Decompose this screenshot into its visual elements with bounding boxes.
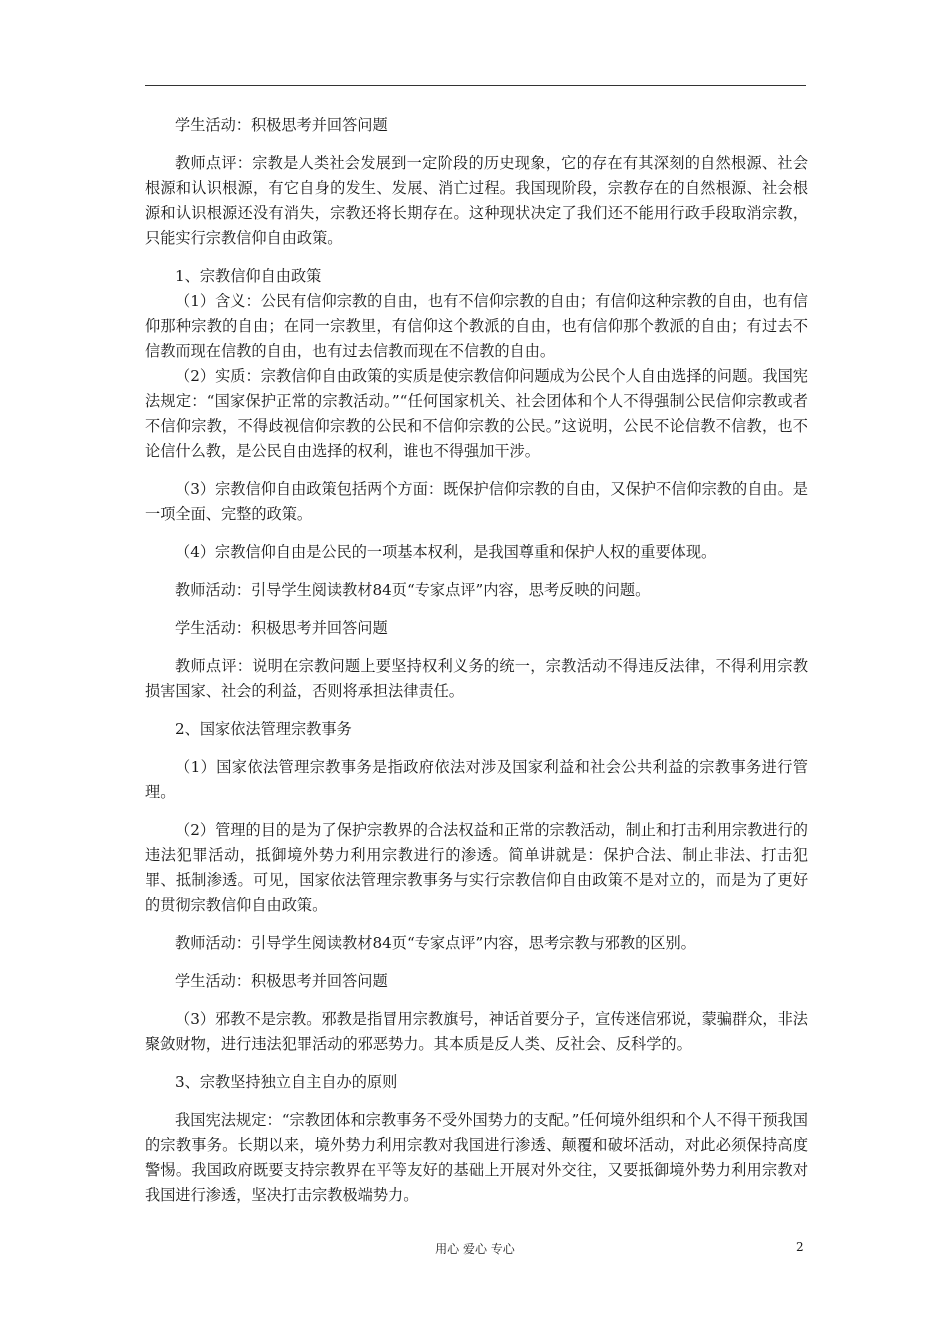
header-rule	[145, 85, 806, 86]
section-heading-2: 2、国家依法管理宗教事务	[175, 720, 352, 738]
paragraph-item-4: （4）宗教信仰自由是公民的一项基本权利，是我国尊重和保护人权的重要体现。	[175, 543, 717, 561]
paragraph-item-3: （3）宗教信仰自由政策包括两个方面：既保护信仰宗教的自由，又保护不信仰宗教的自由。是一项全面、完整的政策。	[145, 480, 808, 523]
paragraph-teacher-comment: 教师点评：宗教是人类社会发展到一定阶段的历史现象，它的存在有其深刻的自然根源、社会根源和认识根源，有它自身的发生、发展、消亡过程。我国现阶段，宗教存在的自然根源、社会根源和认识根源还没有消失，宗教还将长期存在。这种现状决定了我们还不能用行政手段取消宗教，只能实行宗教信仰自由政策。	[145, 154, 808, 247]
paragraph-student-activity: 学生活动：积极思考并回答问题	[175, 972, 388, 990]
section-heading-1: 1、宗教信仰自由政策	[175, 267, 322, 285]
paragraph-item-1: （1）含义：公民有信仰宗教的自由，也有不信仰宗教的自由；有信仰这种宗教的自由，也有信仰那种宗教的自由；在同一宗教里，有信仰这个教派的自由，也有信仰那个教派的自由；有过去不信教而现在信教的自由，也有过去信教而现在不信教的自由。	[145, 292, 808, 360]
paragraph-constitution: 我国宪法规定：“宗教团体和宗教事务不受外国势力的支配。”任何境外组织和个人不得干预我国的宗教事务。长期以来，境外势力利用宗教对我国进行渗透、颠覆和破坏活动，对此必须保持高度警惕。我国政府既要支持宗教界在平等友好的基础上开展对外交往，又要抵御境外势力利用宗教对我国进行渗透，坚决打击宗教极端势力。	[145, 1111, 808, 1204]
paragraph-student-activity: 学生活动：积极思考并回答问题	[175, 619, 388, 637]
section-heading-3: 3、宗教坚持独立自主自办的原则	[175, 1073, 398, 1091]
paragraph-item-2: （2）管理的目的是为了保护宗教界的合法权益和正常的宗教活动，制止和打击利用宗教进行的违法犯罪活动，抵御境外势力利用宗教进行的渗透。简单讲就是：保护合法、制止非法、打击犯罪、抵制渗透。可见，国家依法管理宗教事务与实行宗教信仰自由政策不是对立的，而是为了更好的贯彻宗教信仰自由政策。	[145, 821, 808, 914]
paragraph-item-3: （3）邪教不是宗教。邪教是指冒用宗教旗号，神话首要分子，宣传迷信邪说，蒙骗群众，非法聚敛财物，进行违法犯罪活动的邪恶势力。其本质是反人类、反社会、反科学的。	[145, 1010, 808, 1053]
document-body	[145, 113, 808, 1208]
paragraph-item-2: （2）实质：宗教信仰自由政策的实质是使宗教信仰问题成为公民个人自由选择的问题。我国宪法规定：“国家保护正常的宗教活动。”“任何国家机关、社会团体和个人不得强制公民信仰宗教或者不信仰宗教，不得歧视信仰宗教的公民和不信仰宗教的公民。”这说明，公民不论信教不信教，也不论信什么教，是公民自由选择的权利，谁也不得强加干涉。	[145, 367, 808, 460]
paragraph-teacher-activity: 教师活动：引导学生阅读教材84页“专家点评”内容，思考宗教与邪教的区别。	[175, 934, 696, 952]
paragraph-student-activity: 学生活动：积极思考并回答问题	[175, 116, 388, 134]
paragraph-item-1: （1）国家依法管理宗教事务是指政府依法对涉及国家利益和社会公共利益的宗教事务进行管理。	[145, 758, 808, 801]
paragraph-teacher-activity: 教师活动：引导学生阅读教材84页“专家点评”内容，思考反映的问题。	[175, 581, 651, 599]
footer-text: 用心 爱心 专心	[435, 1242, 515, 1256]
paragraph-teacher-comment: 教师点评：说明在宗教问题上要坚持权利义务的统一，宗教活动不得违反法律，不得利用宗教损害国家、社会的利益，否则将承担法律责任。	[145, 657, 808, 700]
page-number: 2	[796, 1240, 804, 1254]
